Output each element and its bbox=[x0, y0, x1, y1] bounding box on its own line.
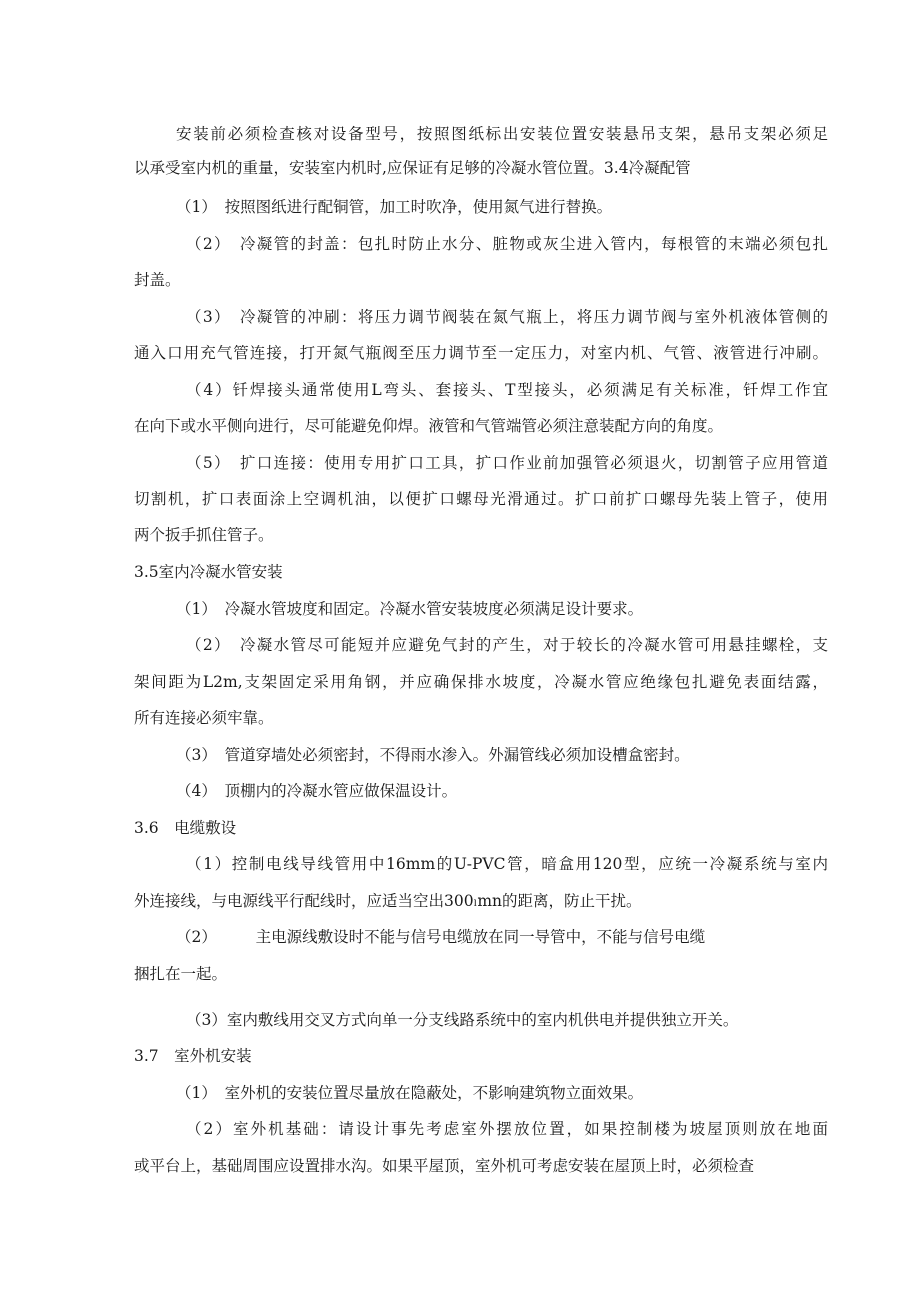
paragraph-line: 所有连接必须牢靠。 bbox=[134, 709, 274, 727]
paragraph-line: （4） 顶棚内的冷凝水管应做保温设计。 bbox=[176, 782, 458, 800]
paragraph-line: 以承受室内机的重量，安装室内机时,应保证有足够的冷凝水管位置。3.4冷凝配管 bbox=[134, 159, 691, 177]
section-heading: 3.7 室外机安装 bbox=[134, 1047, 252, 1065]
paragraph-line: 捆扎在一起。 bbox=[134, 965, 228, 983]
paragraph-line: 通入口用充气管连接，打开氮气瓶阀至压力调节至一定压力，对室内机、气管、液管进行冲刷。 bbox=[134, 344, 828, 362]
paragraph-line: （2） 冷凝水管尽可能短并应避免气封的产生，对于较长的冷凝水管可用悬挂螺栓，支 bbox=[186, 636, 828, 654]
paragraph-line: 在向下或水平侧向进行，尽可能避免仰焊。液管和气管端管必须注意装配方向的角度。 bbox=[134, 417, 724, 435]
paragraph-line: （2） 冷凝管的封盖：包扎时防止水分、脏物或灰尘进入管内，每根管的末端必须包扎 bbox=[186, 235, 828, 253]
section-heading: 3.5室内冷凝水管安装 bbox=[134, 563, 283, 581]
paragraph-line: （5） 扩口连接：使用专用扩口工具，扩口作业前加强管必须退火，切割管子应用管道 bbox=[186, 454, 828, 472]
paragraph-line: （1） 按照图纸进行配铜管，加工时吹净，使用氮气进行替换。 bbox=[176, 198, 613, 216]
paragraph-line: 封盖。 bbox=[134, 271, 181, 289]
paragraph-line: （3） 冷凝管的冲刷：将压力调节阀装在氮气瓶上，将压力调节阀与室外机液体管侧的 bbox=[186, 308, 828, 326]
paragraph-line: 或平台上，基础周围应设置排水沟。如果平屋顶，室外机可考虑安装在屋顶上时，必须检查 bbox=[134, 1157, 755, 1175]
paragraph-line: 外连接线，与电源线平行配线时，应适当空出300ₗmn的距离，防止干扰。 bbox=[134, 892, 642, 910]
paragraph-line: （2）室外机基础：请设计事先考虑室外摆放位置，如果控制楼为坡屋顶则放在地面 bbox=[186, 1120, 828, 1138]
paragraph-line: 两个扳手抓住管子。 bbox=[134, 526, 274, 544]
paragraph-line: 架间距为L2m,支架固定采用角钢，并应确保排水坡度，冷凝水管应绝缘包扎避免表面结露， bbox=[134, 673, 828, 691]
paragraph-line: （3） 管道穿墙处必须密封，不得雨水渗入。外漏管线必须加设槽盒密封。 bbox=[176, 746, 690, 764]
paragraph-line: （2） 主电源线敷设时不能与信号电缆放在同一导管中，不能与信号电缆 bbox=[176, 928, 706, 946]
paragraph-line: （3）室内敷线用交叉方式向单一分支线路系统中的室内机供电并提供独立开关。 bbox=[186, 1011, 739, 1029]
section-heading: 3.6 电缆敷设 bbox=[134, 819, 237, 837]
paragraph-line: （1） 冷凝水管坡度和固定。冷凝水管安装坡度必须满足设计要求。 bbox=[176, 600, 644, 618]
paragraph-line: （1） 室外机的安装位置尽量放在隐蔽处，不影响建筑物立面效果。 bbox=[176, 1084, 644, 1102]
paragraph-line: （4）钎焊接头通常使用L弯头、套接头、T型接头，必须满足有关标准，钎焊工作宜 bbox=[186, 381, 828, 399]
paragraph-line: 切割机，扩口表面涂上空调机油，以便扩口螺母光滑通过。扩口前扩口螺母先装上管子，使用 bbox=[134, 490, 828, 508]
paragraph-line: （1）控制电线导线管用中16mm的U-PVC管，暗盒用120型，应统一冷凝系统与室内 bbox=[186, 855, 828, 873]
paragraph-line: 安装前必须检查核对设备型号，按照图纸标出安装位置安装悬吊支架，悬吊支架必须足 bbox=[176, 125, 828, 143]
